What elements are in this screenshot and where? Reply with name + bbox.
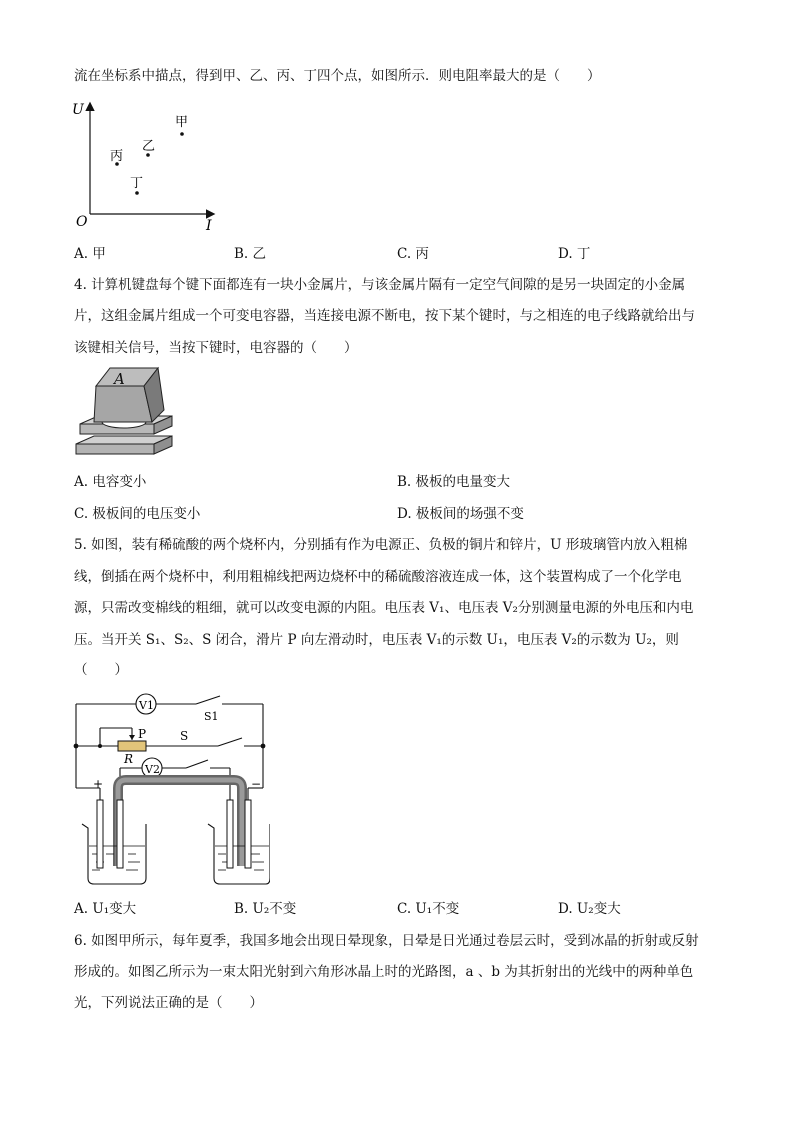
q4-option-c: C. 极板间的电压变小 — [74, 506, 201, 522]
point-ding — [135, 191, 139, 195]
q5-option-b: B. U₂不变 — [234, 901, 297, 917]
probe-left — [117, 800, 123, 868]
key-label: A — [114, 370, 125, 388]
q4-stem-line-1: 4. 计算机键盘每个键下面都连有一块小金属片，与该金属片隔有一定空气间隙的是另一块固定的小金属 — [74, 277, 686, 293]
q5-stem-line-2: 线，倒插在两个烧杯中，利用粗棉线把两边烧杯中的稀硫酸溶液连成一体，这个装置构成了一个化学电 — [74, 569, 682, 585]
s-label: S — [180, 729, 189, 743]
q3-option-b: B. 乙 — [234, 246, 267, 262]
q4-stem-line-2: 片，这组金属片组成一个可变电容器，当连接电源不断电，按下某个键时，与之相连的电子线路就给出与 — [74, 308, 695, 324]
q3-option-c: C. 丙 — [397, 246, 429, 262]
u-axis-label: U — [72, 102, 84, 118]
origin-label: O — [76, 214, 88, 230]
i-axis-label: I — [206, 218, 212, 233]
v2-label: V2 — [145, 763, 160, 776]
s1-label: S1 — [204, 710, 219, 723]
s2-label: S2 — [192, 774, 207, 787]
q5-stem-line-4: 压。当开关 S₁、S₂、S 闭合，滑片 P 向左滑动时，电压表 V₁的示数 U₁，电压表 V₂的示数为 U₂，则 — [74, 632, 679, 648]
point-ding-label: 丁 — [130, 176, 144, 191]
point-jia — [180, 132, 184, 136]
rheostat-r — [118, 741, 146, 751]
q4-stem-line-3: 该键相关信号，当按下键时，电容器的（ ） — [74, 340, 358, 356]
zinc-plate — [245, 800, 251, 868]
q4-option-d: D. 极板间的场强不变 — [397, 506, 524, 522]
minus-label: − — [251, 777, 262, 791]
q6-stem-line-2: 形成的。如图乙所示为一束太阳光射到六角形冰晶上时的光路图，a 、b 为其折射出的光线中的两种单色 — [74, 964, 694, 980]
q5-stem-line-3: 源，只需改变棉线的粗细，就可以改变电源的内阻。电压表 V₁、电压表 V₂分别测量电源的外电压和内电 — [74, 600, 694, 616]
q5-option-c: C. U₁不变 — [397, 901, 460, 917]
q5-stem-line-5: （ ） — [74, 662, 128, 678]
q3-ui-graph — [70, 98, 230, 233]
q5-stem-line-1: 5. 如图，装有稀硫酸的两个烧杯内，分别插有作为电源正、负极的铜片和锌片，U 形玻璃管内放入粗棉 — [74, 537, 688, 553]
q4-option-b: B. 极板的电量变大 — [397, 474, 511, 490]
copper-plate — [97, 800, 103, 868]
q3-option-a: A. 甲 — [74, 246, 106, 262]
q3-stem: 流在坐标系中描点，得到甲、乙、丙、丁四个点，如图所示．则电阻率最大的是（ ） — [74, 68, 601, 84]
v1-label: V1 — [139, 699, 154, 712]
q3-option-d: D. 丁 — [558, 246, 591, 262]
point-jia-label: 甲 — [175, 115, 189, 130]
q5-option-a: A. U₁变大 — [74, 901, 137, 917]
p-label: P — [138, 727, 147, 741]
r-label: R — [124, 752, 134, 766]
q5-circuit-figure — [70, 688, 270, 888]
q6-stem-line-3: 光，下列说法正确的是（ ） — [74, 995, 263, 1011]
point-yi-label: 乙 — [142, 139, 156, 154]
q6-stem-line-1: 6. 如图甲所示，每年夏季，我国多地会出现日晕现象，日晕是日光通过卷层云时，受到冰晶的折射或反射 — [74, 933, 699, 949]
q5-option-d: D. U₂变大 — [558, 901, 621, 917]
keyboard-key-figure — [74, 364, 178, 460]
probe-right — [227, 800, 233, 868]
point-bing-label: 丙 — [110, 149, 124, 164]
plus-label: + — [93, 777, 104, 791]
q4-option-a: A. 电容变小 — [74, 474, 147, 490]
